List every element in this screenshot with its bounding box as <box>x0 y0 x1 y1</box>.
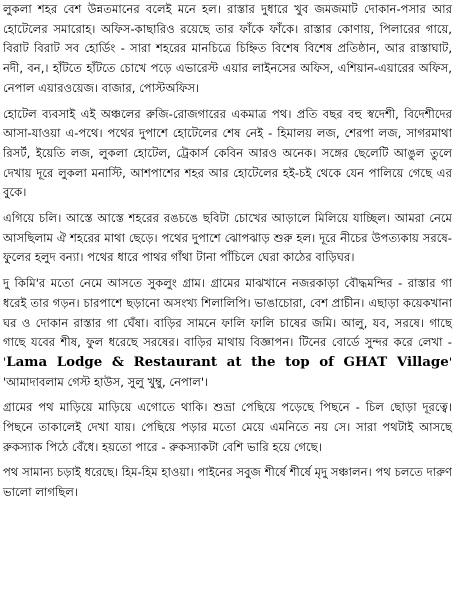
paragraph-text: দু কিমি'র মতো নেমে আসতে সুকলুং গ্রাম। গ্রামের মাঝখানে নজরকাড়া বৌদ্ধমন্দির - রাস্তার গা ধরেই তার গড়ন। চারপাশে ছড়ানো অসংখ্য শিলালিপি। ভাঙাচোরা, বেশ প্রাচীন। এছাড়া কয়েকখানা ঘর ও দোকান রাস্তার গা ঘেঁষা। বাড়ির সামনে ফালি ফালি চাষের জমি। আলু, যব, সরষে। গাছে গাছে যবের শীষ, ফুল ধরেছে সরষের। বাড়ির মাথায় বিজ্ঞাপন। টিনের বোর্ডে সুন্দর করে লেখা - ' <box>3 276 452 369</box>
paragraph-suklung-village <box>3 274 452 392</box>
paragraph-hotel-business <box>3 105 452 204</box>
paragraph-text: এগিয়ে চলি। আস্তে আস্তে শহরের রঙচঙে ছবিটা চোখের আড়ালে মিলিয়ে যাচ্ছিল। আমরা নেমে আসছিলাম ঐ শহরের মাথা ছেড়ে। পথের দুপাশে ঝোপঝাড় শুরু হল। দূরে নীচের উপত্যকায় সরষে-ফুলের হলুদ বন্যা। পথের ধারে পাথর গাঁথা টানা পাঁচিলে ঘেরা কাঠের বাড়িঘর। <box>3 211 452 265</box>
paragraph-text: লুকলা শহর বেশ উন্নতমানের বলেই মনে হল। রাস্তার দুধারে খুব জমজমাট দোকান-পসার আর হোটেলের সমারোহ। অফিস-কাছারিও রয়েছে তার ফাঁকে ফাঁকে। রাস্তার কোণায়, পিলারের গায়ে, বিরাট বিরাট সব হোর্ডিং - সারা শহরের মানচিত্রে চিহ্নিত বিশেষ বিশেষ প্রতিষ্ঠান, আর রাস্তাঘাট, নদী, বন,। হাঁটতে হাঁটতে চোখে পড়ে এভারেস্ট এয়ার লাইনসের অফিস, এশিয়ান-এয়ারের অফিস, নেপাল এয়ারওয়েজ। বাজার, পোস্টঅফিস। <box>3 2 452 95</box>
paragraph-text: ' 'আমাদাবলাম গেস্ট হাউস, সুলু খুম্বু, নেপাল'। <box>3 354 452 389</box>
paragraph-text: পথ সামান্য চড়াই ধরেছে। হিম-হিম হাওয়া। পাইনের সবুজ শীর্ষে শীর্ষে মৃদু সঞ্চালন। পথ চলতে দারুণ ভালো লাগছিল। <box>3 465 452 500</box>
paragraph-climb <box>3 463 452 502</box>
paragraph-village-path <box>3 398 452 457</box>
paragraph-text: হোটেল ব্যবসাই এই অঞ্চলের রুজি-রোজগারের একমাত্র পথ। প্রতি বছর বহু স্বদেশী, বিদেশীদের আসা-যাওয়া এ-পথে। পথের দুপাশে হোটেলের শেষ নেই - হিমালয় লজ, শেরপা লজ, সাগরমাথা রিসর্ট, ইয়েতি লজ, লুকলা হোটেল, ট্রেকার্স কেবিন আরও অনেক। সঙ্গের ছেলেটি আঙুল তুলে দেখায় দূরে লুকলা মনাস্টি, আশপাশের শহর আর হোটেলের হই-চই থেকে যেন পালিয়ে গেছে এর বুকে। <box>3 106 452 200</box>
paragraph-text: গ্রামের পথ মাড়িয়ে মাড়িয়ে এগোতে থাকি। শুভ্রা পেছিয়ে পড়েছে পিছনে - চিল ছোড়া দূরত্বে। পিছনে তাকালেই দেখা যায়। পেছিয়ে পড়ার মতো মেয়ে এমনিতে নয় সে। সারা পথটাই আসছে রুকস্যাক পিঠে বেঁধে। হয়তো পারে - রুকস্যাকটা বেশি ভারি হয়ে গেছে। <box>3 400 452 454</box>
signboard-english-text: Lama Lodge & Restaurant at the top of GHAT Village <box>6 353 449 370</box>
paragraph-lukla-town <box>3 0 452 99</box>
paragraph-walking-on <box>3 209 452 268</box>
